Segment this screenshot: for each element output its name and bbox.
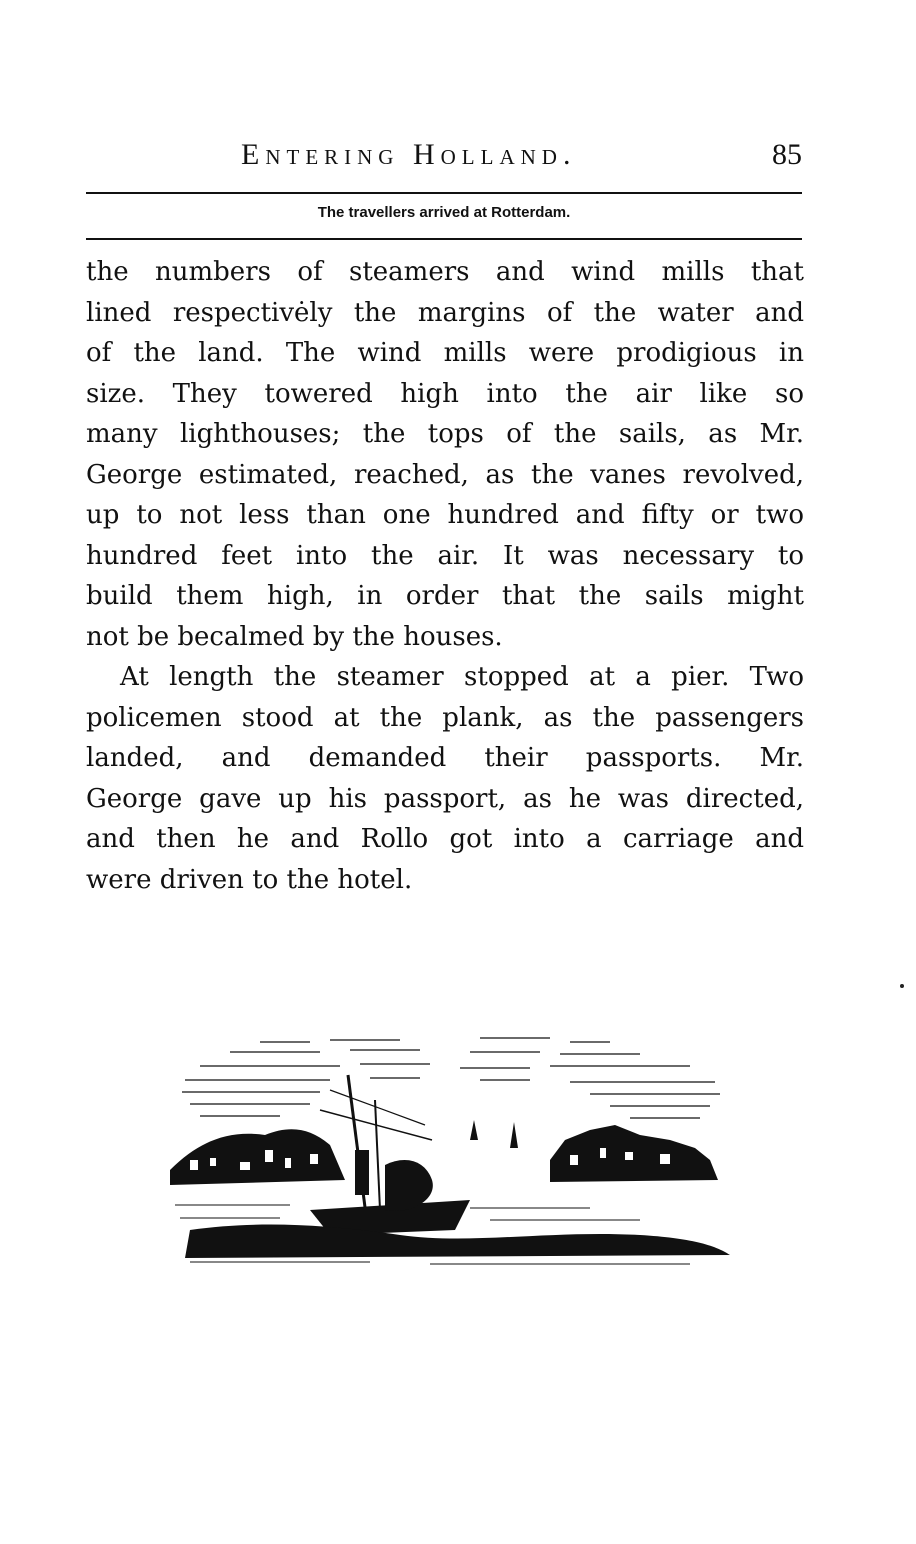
text-line: hundred feet into the air. It was necessary to xyxy=(86,540,804,571)
text-line: build them high, in order that the sails might xyxy=(86,581,804,611)
header-rule-bottom xyxy=(86,238,802,240)
text-line: George estimated, reached, as the vanes revolved, xyxy=(86,459,804,490)
header-rule-top xyxy=(86,192,802,194)
text-line: not be becalmed by the houses. xyxy=(86,621,503,652)
text-line: policemen stood at the plank, as the passengers xyxy=(86,702,804,733)
text-line: George gave up his passport, as he was directed, xyxy=(86,783,804,814)
text-line: size. They towered high into the air like so xyxy=(86,378,804,409)
text-line: many lighthouses; the tops of the sails, as Mr. xyxy=(86,419,804,449)
text-line: and then he and Rollo got into a carriage and xyxy=(86,824,804,854)
text-line: up to not less than one hundred and fifty or two xyxy=(86,500,804,530)
text-line: landed, and demanded their passports. Mr. xyxy=(86,743,804,773)
text-line: were driven to the hotel. xyxy=(86,864,413,895)
text-line: At length the steamer stopped at a pier. Two xyxy=(120,662,804,692)
harbor-steamer-engraving-icon xyxy=(170,1030,735,1270)
body-text xyxy=(86,252,804,900)
text-line: lined respectivėly the margins of the water and xyxy=(86,297,804,328)
print-speck xyxy=(900,984,904,988)
page-number: 85 xyxy=(772,138,802,171)
text-line: of the land. The wind mills were prodigious in xyxy=(86,338,804,368)
running-header xyxy=(86,138,802,182)
text-line: the numbers of steamers and wind mills that xyxy=(86,257,804,287)
section-subhead: The travellers arrived at Rotterdam. xyxy=(317,204,571,221)
running-title: Entering Holland. xyxy=(241,138,577,171)
